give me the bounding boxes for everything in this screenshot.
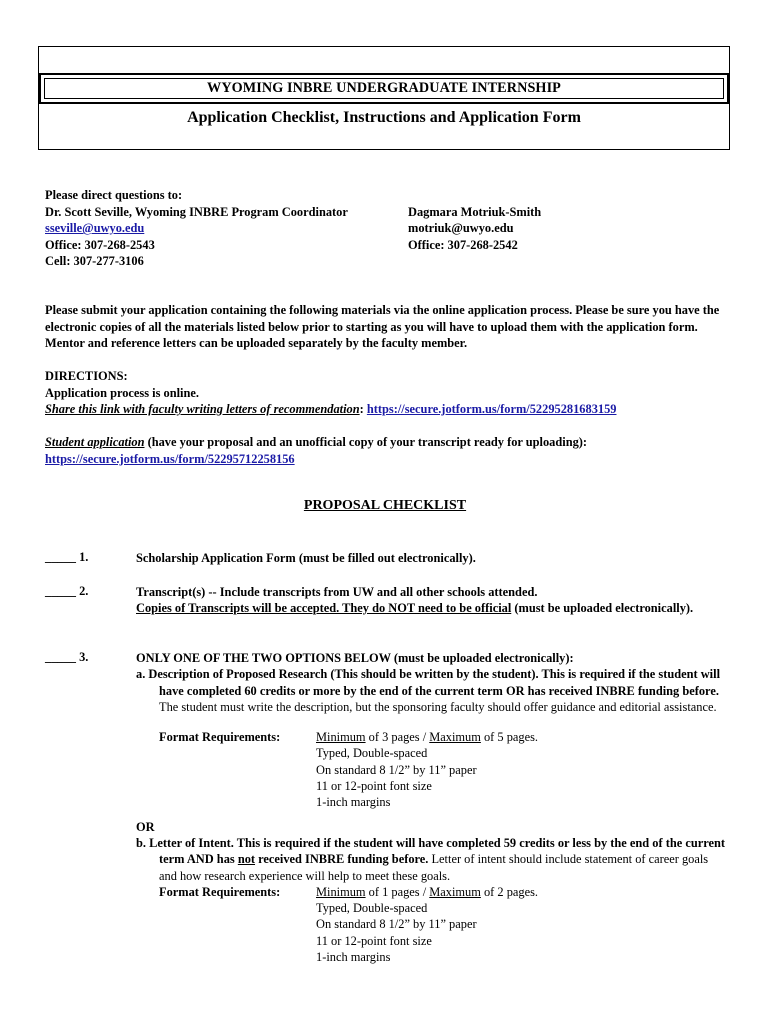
item-1-number: _____ 1.: [45, 550, 89, 564]
option-b-format-line: Typed, Double-spaced: [316, 901, 428, 916]
option-b-format-line: 11 or 12-point font size: [316, 933, 432, 948]
item-3-body: [136, 650, 726, 965]
item-2-underlined: Copies of Transcripts will be accepted. They do NOT need to be official: [136, 601, 512, 616]
option-a-max-label: Maximum: [429, 730, 481, 745]
contact-left: [45, 187, 348, 270]
student-form-link[interactable]: https://secure.jotform.us/form/52295712258156: [45, 451, 295, 466]
title-bar-inner-border: [44, 78, 724, 99]
share-label: Share this link with faculty writing letters of recommendation: [45, 402, 360, 417]
faculty-form-link[interactable]: https://secure.jotform.us/form/52295281683159: [366, 402, 617, 417]
checklist-title: PROPOSAL CHECKLIST: [303, 498, 467, 513]
student-application-text: (have your proposal and an unofficial copy of your transcript ready for uploading):: [144, 435, 588, 449]
directions-heading: DIRECTIONS:: [45, 369, 128, 383]
option-b-format-line: On standard 8 1/2” by 11” paper: [316, 917, 477, 932]
student-application-label: Student application: [45, 435, 145, 449]
directions-line: Application process is online.: [45, 385, 199, 400]
submit-paragraph: Please submit your application containing the following materials via the online application process. Please be sure you have the electronic copies of all the materials listed below prior to starting as you will have to upload them with the application form. Mentor and reference letters can be uploaded separately by the faculty member.: [45, 303, 720, 351]
option-b-bold: b. Letter of Intent. This is required if the student will have completed 59 credits or less by the end of the current term AND has: [136, 835, 725, 867]
option-a-format-line: Typed, Double-spaced: [316, 746, 428, 761]
page-title: WYOMING INBRE UNDERGRADUATE INTERNSHIP: [207, 80, 561, 96]
item-1-text: Scholarship Application Form (must be filled out electronically).: [136, 551, 476, 565]
option-b-bold-end: received INBRE funding before.: [255, 852, 429, 867]
option-b-min-label: Minimum: [316, 884, 366, 899]
option-b-format: [136, 884, 726, 965]
option-a-min-label: Minimum: [316, 730, 366, 745]
directions-section: [45, 368, 735, 418]
option-b-max-label: Maximum: [429, 884, 481, 899]
item-2-rest: (must be uploaded electronically).: [511, 601, 694, 616]
option-a-bold: a. Description of Proposed Research (This should be written by the student). This is required if the student will have completed 60 credits or more by the end of the current term OR has received INBRE funding before.: [136, 667, 721, 698]
option-b-not: not: [237, 852, 256, 867]
option-b-rest: Letter of intent should include statement of career goals and how research experience will help to meet these goals.: [159, 852, 709, 883]
option-b-min-text: of 1 pages /: [365, 884, 430, 899]
item-2-body: [136, 584, 726, 617]
page-subtitle: Application Checklist, Instructions and Application Form: [187, 109, 581, 126]
option-b-format-line: 1-inch margins: [316, 950, 391, 965]
option-a-format-line: 1-inch margins: [316, 795, 391, 810]
option-a-rest: The student must write the description, but the sponsoring faculty should offer guidance and editorial assistance.: [159, 699, 717, 714]
option-a-max-text: of 5 pages.: [480, 730, 539, 745]
option-a-format-line: 11 or 12-point font size: [316, 779, 432, 794]
title-bar: [39, 73, 729, 104]
option-b-format-label: Format Requirements:: [159, 884, 281, 899]
option-b: [136, 835, 726, 884]
item-2-number: _____ 2.: [45, 584, 89, 598]
header-box: [38, 46, 730, 150]
option-b-max-text: of 2 pages.: [480, 884, 539, 899]
contact-right: [408, 204, 541, 254]
item-2-line1: Transcript(s) -- Include transcripts from UW and all other schools attended.: [136, 585, 538, 599]
item-3-number: _____ 3.: [45, 650, 89, 664]
student-application-section: [45, 434, 735, 467]
contact-right-email: motriuk@uwyo.edu: [408, 221, 514, 236]
contact-right-office: Office: 307-268-2542: [408, 237, 518, 252]
contact-left-name: Dr. Scott Seville, Wyoming INBRE Program Coordinator: [45, 204, 348, 219]
contact-left-office: Office: 307-268-2543: [45, 237, 155, 252]
option-a-format-line: On standard 8 1/2” by 11” paper: [316, 762, 477, 777]
option-a-format-label: Format Requirements:: [159, 730, 281, 745]
contacts-intro: Please direct questions to:: [45, 188, 183, 202]
option-a: [136, 666, 726, 715]
or-label: OR: [136, 819, 155, 834]
item-3-heading: ONLY ONE OF THE TWO OPTIONS BELOW (must be uploaded electronically):: [136, 651, 574, 665]
option-a-min-text: of 3 pages /: [365, 730, 430, 745]
contact-right-name: Dagmara Motriuk-Smith: [408, 204, 542, 219]
option-a-format: [136, 729, 726, 810]
contact-left-email[interactable]: sseville@uwyo.edu: [45, 221, 145, 236]
contact-left-cell: Cell: 307-277-3106: [45, 254, 144, 269]
share-separator: :: [359, 402, 367, 417]
